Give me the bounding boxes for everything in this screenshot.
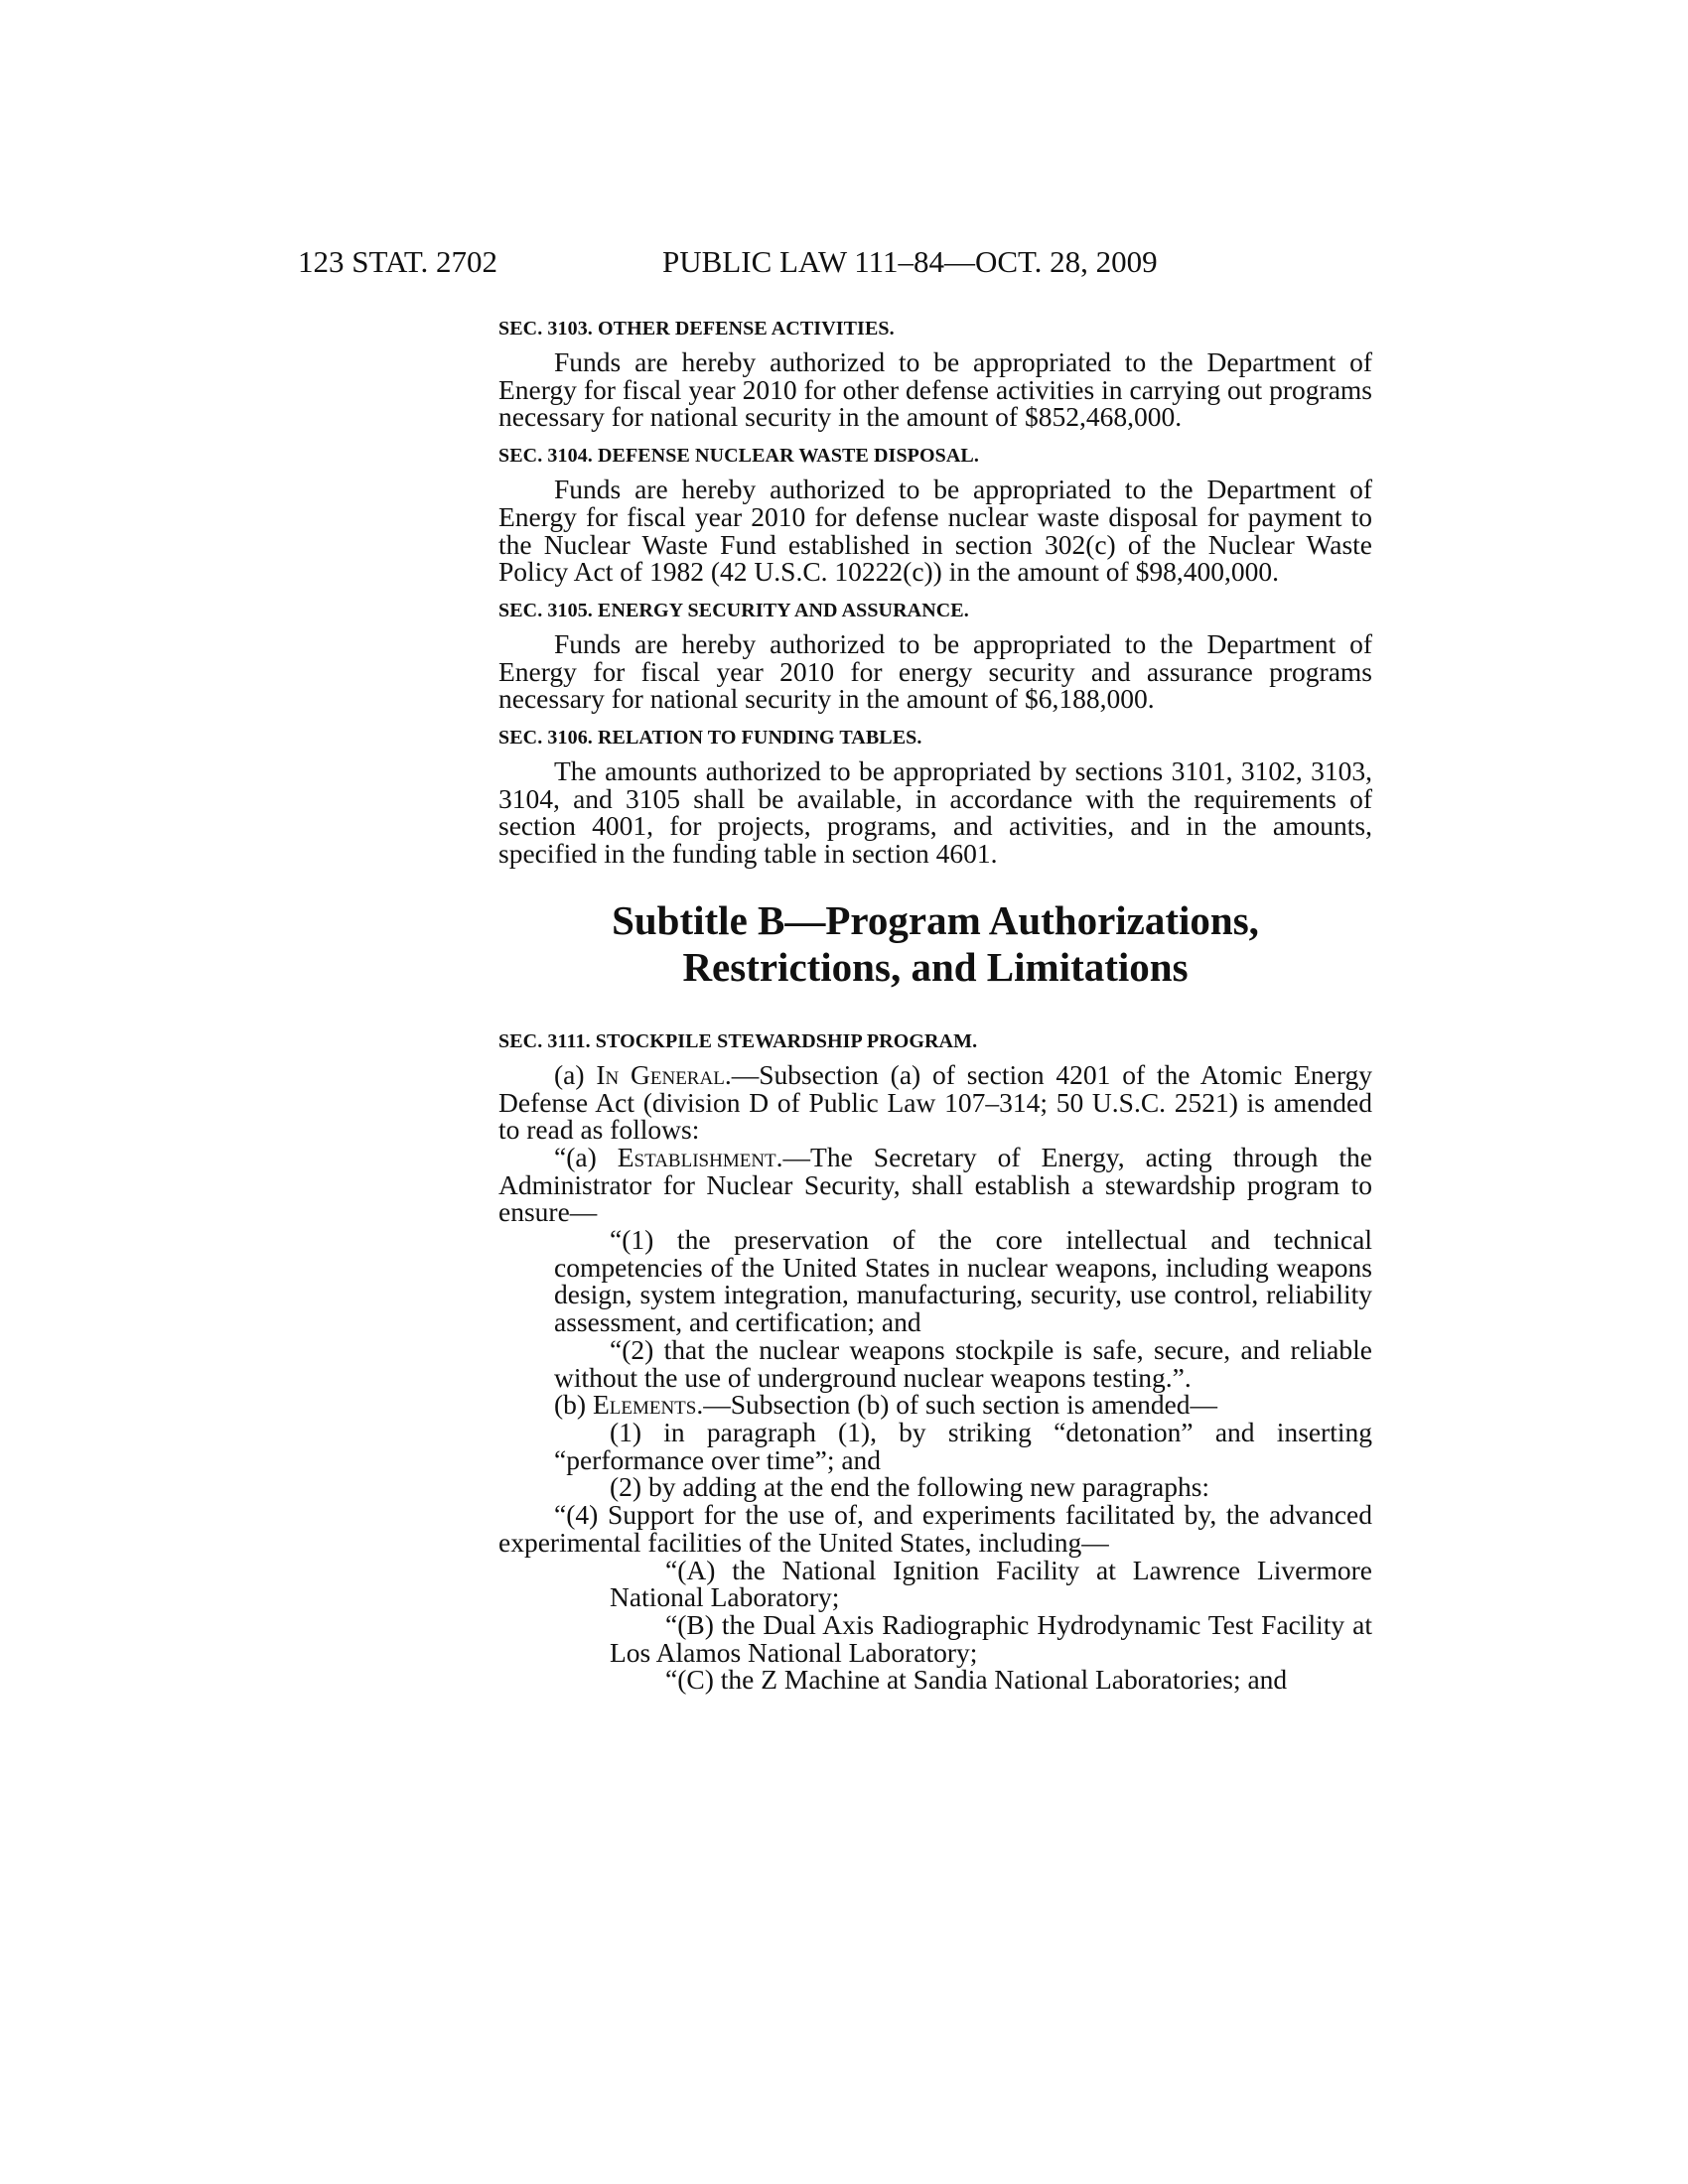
subsection-b-label: (b) [554,1389,593,1421]
subsection-b-text: .—Subsection (b) of such section is amended— [696,1389,1218,1421]
subparagraph-c: “(C) the Z Machine at Sandia National Laboratories; and [665,1664,1288,1696]
subtitle-heading [498,897,1372,991]
section-text: Funds are hereby authorized to be appropriated to the Department of Energy for fiscal year 2010 for energy security and assurance programs necessary for national security in the amount of $6,188,000. [498,627,1372,715]
amendment-2: (2) by adding at the end the following new paragraphs: [610,1471,1210,1503]
section-text: Funds are hereby authorized to be appropriated to the Department of Energy for fiscal year 2010 for other defense activities in carrying out programs necessary for national security in the amount of $852,468,000. [498,346,1372,433]
subsection-a-label: (a) [554,1058,597,1090]
subsection-a-text: .—Subsection (a) of section 4201 of the Atomic Energy Defense Act (division D of Public Law 107–314; 50 U.S.C. 2521) is amended to read as follows: [498,1058,1372,1146]
paragraph-4: “(4) Support for the use of, and experiments facilitated by, the advanced experimental facilities of the United States, including— [498,1499,1372,1558]
paragraph-1: “(1) the preservation of the core intellectual and technical competencies of the United States in nuclear weapons, including weapons design, system integration, manufacturing, security, use control, reliability assessment, and certification; and [554,1224,1372,1338]
subsection-b [498,1391,1372,1419]
section-heading: SEC. 3104. DEFENSE NUCLEAR WASTE DISPOSAL. [498,445,979,468]
section-heading: SEC. 3111. STOCKPILE STEWARDSHIP PROGRAM. [498,1029,978,1052]
section-heading: SEC. 3106. RELATION TO FUNDING TABLES. [498,727,922,750]
subtitle-line-2: Restrictions, and Limitations [682,943,1189,990]
paragraph-2: “(2) that the nuclear weapons stockpile is safe, secure, and reliable without the use of underground nuclear weapons testing.”. [554,1333,1372,1393]
section-text: Funds are hereby authorized to be appropriated to the Department of Energy for fiscal year 2010 for defense nuclear waste disposal for payment to the Nuclear Waste Fund established in section 302(c) of the Nuclear Waste Policy Act of 1982 (42 U.S.C. 10222(c)) in the amount of $98,400,000. [498,474,1372,588]
subtitle-line-1: Subtitle B—Program Authorizations, [612,896,1259,943]
amendment-1: (1) in paragraph (1), by striking “detonation” and inserting “performance over time”; and [554,1416,1372,1475]
section-3104 [498,443,1372,586]
section-text: The amounts authorized to be appropriated by sections 3101, 3102, 3103, 3104, and 3105 shall be available, in accordance with the requirements of section 4001, for projects, programs, and activities, and in the amounts, specified in the funding table in section 4601. [498,755,1372,870]
subsection-a-caption: In General [596,1058,725,1090]
stat-citation: 123 STAT. 2702 [298,244,498,279]
subsection-a [498,1058,1372,1146]
quoted-subsection-a [498,1141,1372,1228]
section-3106 [498,725,1372,868]
subparagraph-a: “(A) the National Ignition Facility at Lawrence Livermore National Laboratory; [610,1554,1372,1613]
section-3105 [498,598,1372,713]
subsection-b-caption: Elements [592,1389,697,1421]
establishment-label: “(a) [554,1141,618,1172]
page-header [298,244,1370,284]
establishment-caption: Establishment [617,1141,776,1172]
document-body [498,316,1372,1706]
section-heading: SEC. 3103. OTHER DEFENSE ACTIVITIES. [498,318,895,340]
section-heading: SEC. 3105. ENERGY SECURITY AND ASSURANCE. [498,599,969,621]
establishment-text: .—The Secretary of Energy, acting through the Administrator for Nuclear Security, shall establish a stewardship program to ensure— [498,1141,1372,1228]
public-law-date: PUBLIC LAW 111–84—OCT. 28, 2009 [662,244,1158,279]
section-3111 [498,1028,1372,1694]
subparagraph-b: “(B) the Dual Axis Radiographic Hydrodynamic Test Facility at Los Alamos National Laboratory; [610,1608,1372,1668]
section-3103 [498,316,1372,431]
